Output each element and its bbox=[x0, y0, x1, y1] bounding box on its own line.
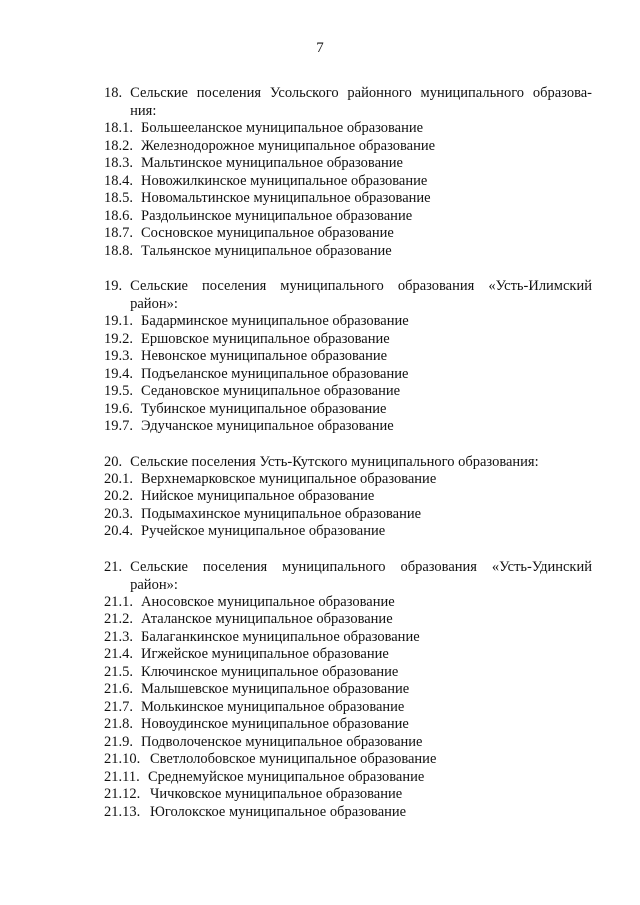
item-text: Ручейское муниципальное образование bbox=[141, 523, 386, 539]
item-text: Ключинское муниципальное образование bbox=[141, 663, 399, 680]
list-item bbox=[104, 208, 592, 226]
item-text: Подъеланское муниципальное образование bbox=[141, 365, 409, 382]
list-item bbox=[104, 751, 592, 769]
item-number: 21.3. bbox=[104, 628, 133, 645]
list-item bbox=[104, 418, 592, 436]
list-item bbox=[104, 243, 592, 261]
item-text: Балаганкинское муниципальное образование bbox=[141, 628, 420, 645]
item-text: Светлолобовское муниципальное образование bbox=[150, 751, 437, 767]
section-title: Сельские поселения Усть-Кутского муниципального образования: bbox=[130, 453, 539, 470]
section-title: Сельские поселения Усольского районного муниципального образова-ния: bbox=[130, 85, 592, 119]
list-item bbox=[104, 120, 592, 138]
list-item bbox=[104, 699, 592, 717]
item-text: Раздольинское муниципальное образование bbox=[141, 207, 413, 224]
item-text: Тубинское муниципальное образование bbox=[141, 400, 387, 417]
section-20 bbox=[104, 453, 592, 541]
item-text: Малышевское муниципальное образование bbox=[141, 681, 410, 697]
list-item bbox=[104, 716, 592, 734]
item-text: Подволоченское муниципальное образование bbox=[141, 733, 423, 750]
item-text: Нийское муниципальное образование bbox=[141, 488, 375, 504]
list-item bbox=[104, 313, 592, 331]
item-text: Сосновское муниципальное образование bbox=[141, 225, 394, 241]
item-number: 18.7. bbox=[104, 225, 133, 241]
item-number: 21.6. bbox=[104, 681, 133, 697]
item-number: 21.10. bbox=[104, 751, 141, 767]
item-number: 18.4. bbox=[104, 172, 133, 189]
section-title: Сельские поселения муниципального образования «Усть-Илимский район»: bbox=[130, 278, 592, 312]
item-text: Аталанское муниципальное образование bbox=[141, 611, 393, 627]
item-number: 20.1. bbox=[104, 470, 133, 487]
item-text: Новомальтинское муниципальное образование bbox=[141, 190, 431, 206]
list-item bbox=[104, 786, 592, 804]
item-number: 18.5. bbox=[104, 190, 133, 206]
item-text: Юголокское муниципальное образование bbox=[150, 803, 407, 820]
item-number: 18.8. bbox=[104, 242, 133, 259]
item-number: 19.4. bbox=[104, 365, 133, 382]
item-text: Новожилкинское муниципальное образование bbox=[141, 172, 428, 189]
item-number: 19.5. bbox=[104, 383, 133, 399]
item-number: 21.9. bbox=[104, 733, 133, 750]
section-number: 18. bbox=[104, 85, 123, 101]
item-number: 18.1. bbox=[104, 120, 133, 136]
list-item bbox=[104, 173, 592, 191]
list-item bbox=[104, 155, 592, 173]
list-item bbox=[104, 629, 592, 647]
list-item bbox=[104, 471, 592, 489]
item-number: 21.7. bbox=[104, 698, 133, 715]
item-text: Эдучанское муниципальное образование bbox=[141, 418, 394, 434]
item-number: 21.4. bbox=[104, 646, 133, 662]
list-item bbox=[104, 383, 592, 401]
list-item bbox=[104, 523, 592, 541]
section-number: 21. bbox=[104, 558, 123, 575]
item-number: 20.2. bbox=[104, 488, 133, 504]
section-heading bbox=[104, 453, 592, 471]
item-text: Аносовское муниципальное образование bbox=[141, 593, 395, 610]
list-item bbox=[104, 646, 592, 664]
item-text: Чичковское муниципальное образование bbox=[150, 786, 403, 802]
section-number: 20. bbox=[104, 453, 123, 470]
section-number: 19. bbox=[104, 278, 123, 294]
list-item bbox=[104, 348, 592, 366]
section-18 bbox=[104, 84, 592, 260]
item-number: 20.3. bbox=[104, 505, 133, 522]
item-number: 20.4. bbox=[104, 523, 133, 539]
list-item bbox=[104, 488, 592, 506]
list-item bbox=[104, 138, 592, 156]
list-item bbox=[104, 769, 592, 787]
list-item bbox=[104, 506, 592, 524]
list-item bbox=[104, 225, 592, 243]
item-text: Мальтинское муниципальное образование bbox=[141, 155, 403, 171]
item-text: Молькинское муниципальное образование bbox=[141, 698, 405, 715]
item-text: Тальянское муниципальное образование bbox=[141, 242, 392, 259]
item-text: Бадарминское муниципальное образование bbox=[141, 313, 409, 329]
item-number: 18.3. bbox=[104, 155, 133, 171]
section-heading bbox=[104, 558, 592, 594]
item-text: Большееланское муниципальное образование bbox=[141, 120, 424, 136]
item-number: 19.6. bbox=[104, 400, 133, 417]
section-heading bbox=[104, 84, 592, 120]
item-number: 21.5. bbox=[104, 663, 133, 680]
item-number: 21.1. bbox=[104, 593, 133, 610]
list-item bbox=[104, 401, 592, 419]
item-text: Невонское муниципальное образование bbox=[141, 348, 388, 364]
item-number: 19.2. bbox=[104, 330, 133, 347]
item-number: 18.2. bbox=[104, 137, 133, 154]
list-item bbox=[104, 681, 592, 699]
list-item bbox=[104, 331, 592, 349]
item-text: Железнодорожное муниципальное образование bbox=[141, 137, 436, 154]
item-text: Седановское муниципальное образование bbox=[141, 383, 401, 399]
list-item bbox=[104, 734, 592, 752]
item-number: 19.1. bbox=[104, 313, 133, 329]
list-item bbox=[104, 366, 592, 384]
list-item bbox=[104, 664, 592, 682]
item-number: 21.11. bbox=[104, 768, 140, 785]
section-title: Сельские поселения муниципального образования «Усть-Удинский район»: bbox=[130, 558, 592, 593]
item-text: Верхнемарковское муниципальное образование bbox=[141, 470, 437, 487]
list-item bbox=[104, 594, 592, 612]
list-item bbox=[104, 190, 592, 208]
item-number: 21.12. bbox=[104, 786, 141, 802]
item-number: 21.2. bbox=[104, 611, 133, 627]
item-text: Новоудинское муниципальное образование bbox=[141, 716, 409, 732]
section-21 bbox=[104, 558, 592, 822]
item-number: 18.6. bbox=[104, 207, 133, 224]
item-text: Ершовское муниципальное образование bbox=[141, 330, 390, 347]
item-number: 19.3. bbox=[104, 348, 133, 364]
item-text: Подымахинское муниципальное образование bbox=[141, 505, 422, 522]
list-item bbox=[104, 611, 592, 629]
page-number: 7 bbox=[316, 40, 324, 56]
section-heading bbox=[104, 277, 592, 313]
item-number: 19.7. bbox=[104, 418, 133, 434]
item-number: 21.13. bbox=[104, 803, 141, 820]
document-body bbox=[104, 84, 592, 838]
section-19 bbox=[104, 277, 592, 436]
list-item bbox=[104, 804, 592, 822]
item-text: Игжейское муниципальное образование bbox=[141, 646, 389, 662]
item-number: 21.8. bbox=[104, 716, 133, 732]
item-text: Среднемуйское муниципальное образование bbox=[148, 768, 425, 785]
